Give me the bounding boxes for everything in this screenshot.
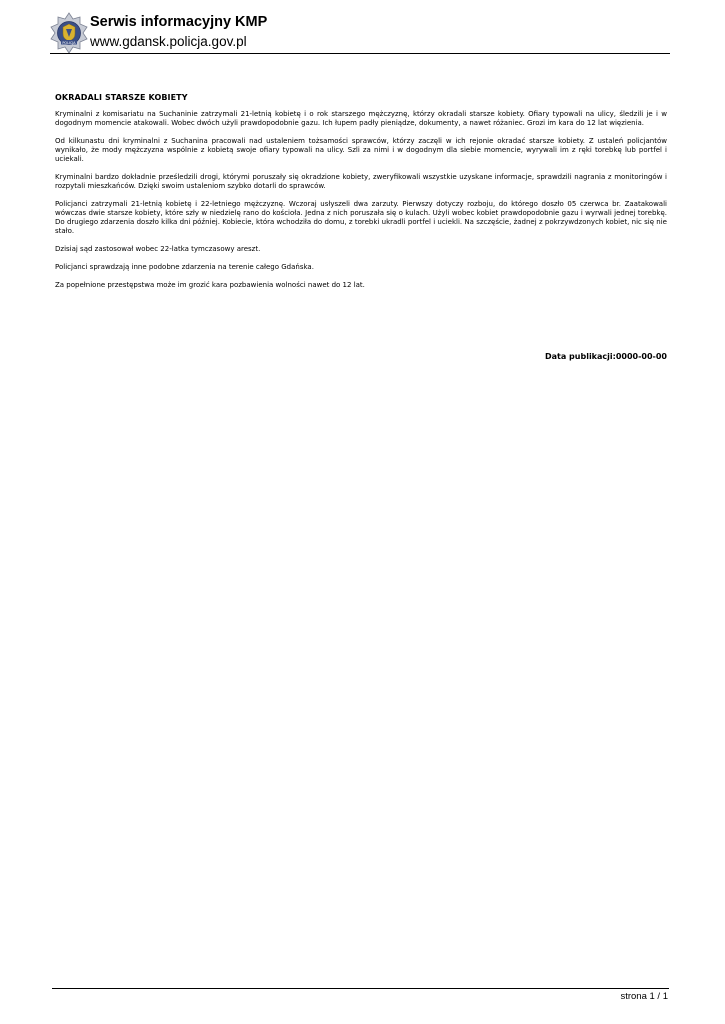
site-title: Serwis informacyjny KMP [90,14,268,30]
logo-text: POLICJA [62,40,76,45]
article-paragraph: Kryminalni bardzo dokładnie prześledzili drogi, którymi poruszały się okradzione kobiety, zweryfikowali wszystkie uzyskane informacje, sprawdzili nagrania z monitoringów i rozpytali mieszkańców. Dzięki swoim ustaleniom szybko dotarli do sprawców. [55,173,667,190]
site-url[interactable]: www.gdansk.policja.gov.pl [90,34,247,49]
article-paragraph: Od kilkunastu dni kryminalni z Suchanina pracowali nad ustaleniem tożsamości sprawców, którzy zaczęli w ich rejonie okradać starsze kobiety. Z ustaleń policjantów wynikało, że mody mężczyzna wspólnie z kobietą swoje ofiary typowali na ulicy. Szli za nimi i w dogodnym dla siebie momencie, wyrywali im z ręki torebkę lub portfel i uciekali. [55,137,667,163]
article [55,93,667,299]
police-badge-logo [50,12,88,54]
article-paragraph: Kryminalni z komisariatu na Suchaninie zatrzymali 21-letnią kobietę i o rok starszego mężczyznę, którzy okradali starsze kobiety. Ofiary typowali na ulicy, śledzili je i w dogodnym momencie atakowali. Wobec dwóch użyli prawdopodobnie gazu. Ich łupem padły pieniądze, dokumenty, a nawet różaniec. Grozi im kara do 12 lat więzienia. [55,110,667,127]
article-paragraph: Za popełnione przestępstwa może im grozić kara pozbawienia wolności nawet do 12 lat. [55,281,365,289]
article-paragraph: Dzisiaj sąd zastosował wobec 22-latka tymczasowy areszt. [55,245,261,253]
page-number: strona 1 / 1 [620,991,668,1002]
article-title: OKRADALI STARSZE KOBIETY [55,93,188,102]
footer-divider [52,988,669,989]
page-header [50,12,670,56]
article-paragraph: Policjanci zatrzymali 21-letnią kobietę i 22-letniego mężczyznę. Wczoraj usłyszeli dwa zarzuty. Pierwszy dotyczy rozboju, do którego doszło 05 czerwca br. Zaatakowali wówczas dwie starsze kobiety, które szły w niedzielę rano do kościoła. Jedna z nich poruszała się o kulach. Użyli wobec kobiet prawdopodobnie gazu i wyrwali jednej torebkę. Do drugiego zdarzenia doszło kilka dni później. Kobiecie, która wchodziła do domu, z torebki ukradli portfel i uciekli. Na szczęście, żadnej z pokrzywdzonych kobiet, nic się nie stało. [55,200,667,235]
publication-date: Data publikacji:0000-00-00 [545,352,667,361]
article-paragraph: Policjanci sprawdzają inne podobne zdarzenia na terenie całego Gdańska. [55,263,314,271]
header-divider [50,53,670,54]
